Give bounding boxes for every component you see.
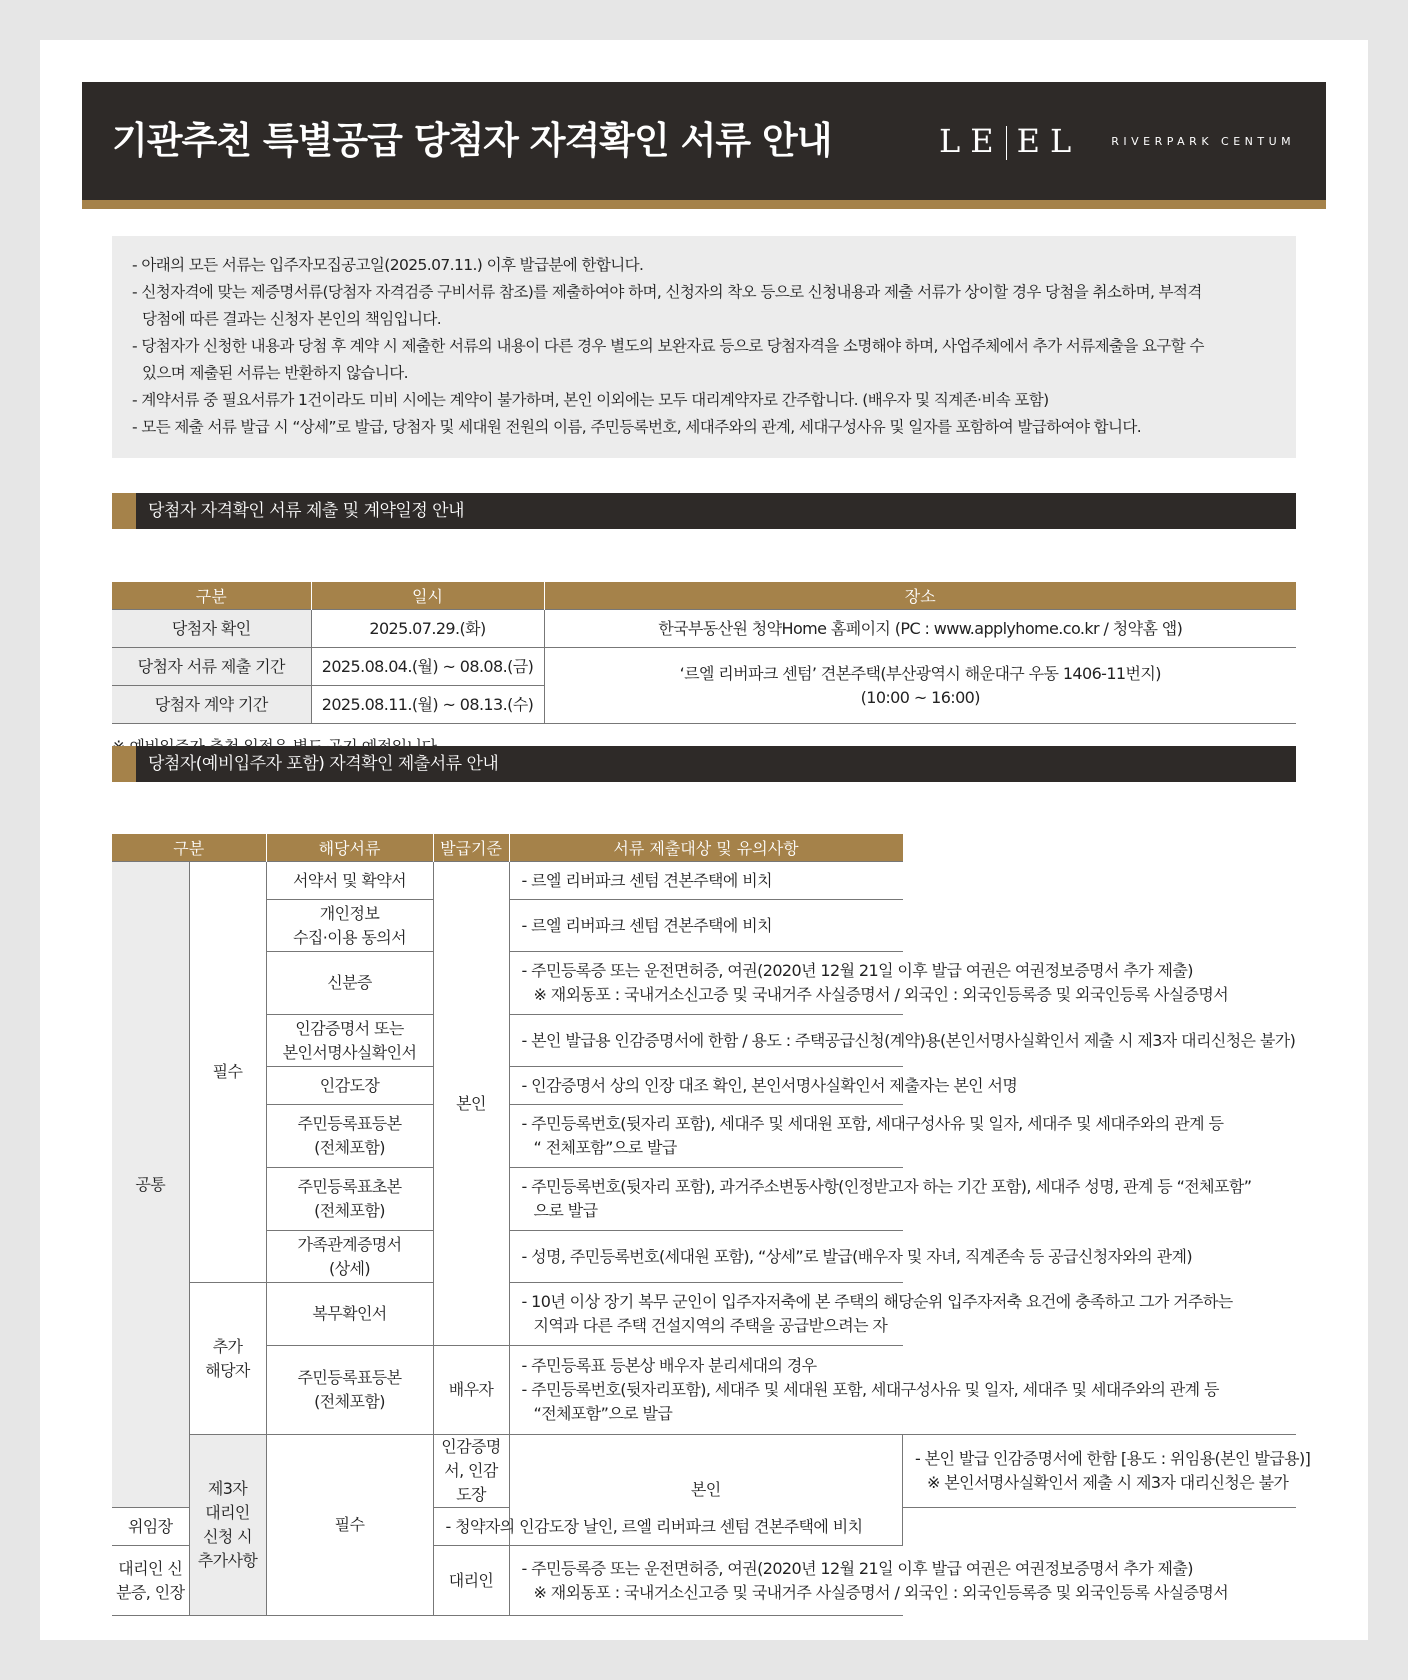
document-name xyxy=(266,900,433,952)
subcategory-required: 필수 xyxy=(189,862,266,1283)
notice-line: - 모든 제출 서류 발급 시 “상세”로 발급, 당첨자 및 세대원 전원의 이름, 주민등록번호, 세대주와의 관계, 세대구성사유 및 일자를 포함하여 발급하여야 합니다. xyxy=(132,418,1142,436)
document-line: 주민등록표등본 xyxy=(297,1368,402,1387)
schedule-table xyxy=(112,582,1296,724)
row-label: 당첨자 확인 xyxy=(112,610,311,648)
table-row xyxy=(112,1015,1296,1067)
logo-wordmark xyxy=(939,122,1081,161)
desc-line: 지역과 다른 주택 건설지역의 주택을 공급받으려는 자 xyxy=(533,1316,888,1335)
logo-subtitle: RIVERPARK CENTUM xyxy=(1111,134,1296,148)
brand-logo xyxy=(939,82,1295,200)
row-date: 2025.08.11.(월) ~ 08.13.(수) xyxy=(311,686,544,724)
document-name xyxy=(266,1283,433,1346)
document-sheet xyxy=(40,40,1368,1640)
document-desc xyxy=(509,1105,1224,1168)
section-title: 당첨자 자격확인 서류 제출 및 계약일정 안내 xyxy=(148,501,465,521)
column-header: 발급기준 xyxy=(433,834,509,862)
document-desc xyxy=(509,862,902,900)
table-row xyxy=(112,1168,1296,1231)
document-desc xyxy=(509,1283,1233,1346)
document-line: (전체포함) xyxy=(314,1138,385,1157)
notice-line: 있으며 제출된 서류는 반환하지 않습니다. xyxy=(142,364,408,382)
document-desc xyxy=(509,1231,1192,1283)
row-label: 당첨자 서류 제출 기간 xyxy=(112,648,311,686)
desc-line: - 성명, 주민등록번호(세대원 포함), “상세”로 발급(배우자 및 자녀, 직계존속 등 공급신청자와의 관계) xyxy=(521,1246,1192,1266)
document-name xyxy=(266,1346,433,1435)
table-row xyxy=(112,1346,1296,1435)
document-name xyxy=(112,1546,189,1616)
table-row xyxy=(112,648,1296,686)
table-row xyxy=(112,1231,1296,1283)
subcategory-required: 필수 xyxy=(266,1435,433,1616)
document-line: 주민등록표등본 xyxy=(297,1114,402,1133)
desc-line: - 주민등록번호(뒷자리 포함), 과거주소변동사항(인정받고자 하는 기간 포함), 세대주 성명, 관계 등 “전체포함” xyxy=(521,1177,1252,1196)
document-desc xyxy=(433,1508,863,1546)
desc-line: - 주민등록번호(뒷자리 포함), 세대주 및 세대원 포함, 세대구성사유 및 일자, 세대주 및 세대주와의 관계 등 xyxy=(521,1114,1224,1133)
place-address: ‘르엘 리버파크 센텀’ 견본주택(부산광역시 해운대구 우동 1406-11번지) xyxy=(679,663,1161,683)
document-line: 인감증명서, 인감도장 xyxy=(441,1437,501,1504)
table-row xyxy=(112,610,1296,648)
desc-line: ※ 재외동포 : 국내거소신고증 및 국내거주 사실증명서 / 외국인 : 외국인등록증 및 외국인등록 사실증명서 xyxy=(533,985,1229,1004)
document-line: (상세) xyxy=(329,1258,371,1278)
notice-line: - 아래의 모든 서류는 입주자모집공고일(2025.07.11.) 이후 발급분에 한합니다. xyxy=(132,256,644,274)
category-third-party xyxy=(189,1435,266,1616)
document-name xyxy=(112,1508,189,1546)
category-common: 공통 xyxy=(112,862,189,1508)
desc-line: 으로 발급 xyxy=(533,1201,598,1220)
row-date: 2025.07.29.(화) xyxy=(311,610,544,648)
notice-box xyxy=(112,236,1296,458)
document-desc xyxy=(509,1067,1018,1105)
notice-line: - 계약서류 중 필요서류가 1건이라도 미비 시에는 계약이 불가하며, 본인 이외에는 모두 대리계약자로 간주합니다. (배우자 및 직계존·비속 포함) xyxy=(132,391,1049,409)
document-name xyxy=(266,862,433,900)
desc-line: - 주민등록표 등본상 배우자 분리세대의 경우 xyxy=(521,1356,817,1375)
notice-line: - 신청자격에 맞는 제증명서류(당첨자 자격검증 구비서류 참조)를 제출하여야 하며, 신청자의 착오 등으로 신청내용과 제출 서류가 상이할 경우 당첨을 취소하며, 부적격 xyxy=(132,283,1202,301)
document-line: 주민등록표초본 xyxy=(297,1177,402,1196)
table-row xyxy=(112,952,1296,1015)
category-line: 제3자 xyxy=(207,1479,248,1498)
document-line: 인감증명서 또는 xyxy=(295,1018,404,1038)
page-title: 기관추천 특별공급 당첨자 자격확인 서류 안내 xyxy=(112,119,832,162)
desc-line: - 10년 이상 장기 복무 군인이 입주자저축에 본 주택의 해당순위 입주자저축 요건에 충족하고 그가 거주하는 xyxy=(521,1292,1233,1311)
issuer-agent: 대리인 xyxy=(433,1546,509,1616)
document-name xyxy=(266,1067,433,1105)
category-line: 추가사항 xyxy=(197,1551,258,1570)
table-row xyxy=(112,1435,1296,1508)
desc-line: - 본인 발급 인감증명서에 한함 [용도 : 위임용(본인 발급용)] xyxy=(915,1449,1311,1468)
document-name xyxy=(266,1105,433,1168)
logo-left: LE xyxy=(939,121,1004,160)
issuer-self: 본인 xyxy=(509,1435,902,1546)
notice-line: - 당첨자가 신청한 내용과 당첨 후 계약 시 제출한 서류의 내용이 다른 경우 별도의 보완자료 등으로 당첨자격을 소명해야 하며, 사업주체에서 추가 서류제출을 요구할 수 xyxy=(132,337,1204,355)
desc-line: - 르엘 리버파크 센텀 견본주택에 비치 xyxy=(521,870,772,890)
section-heading-accent xyxy=(112,746,136,782)
documents-table xyxy=(112,834,1311,1616)
section-title: 당첨자(예비입주자 포함) 자격확인 제출서류 안내 xyxy=(148,754,499,774)
logo-right: EL xyxy=(1016,121,1082,160)
desc-line: “ 전체포함”으로 발급 xyxy=(533,1138,677,1157)
document-name xyxy=(266,1168,433,1231)
column-header: 장소 xyxy=(544,582,1296,610)
column-header: 일시 xyxy=(311,582,544,610)
desc-line: - 르엘 리버파크 센텀 견본주택에 비치 xyxy=(521,915,772,935)
document-line: 신분증 xyxy=(327,973,372,992)
desc-line: - 주민등록번호(뒷자리포함), 세대주 및 세대원 포함, 세대구성사유 및 일자, 세대주 및 세대주와의 관계 등 xyxy=(521,1380,1219,1399)
issuer-spouse: 배우자 xyxy=(433,1346,509,1435)
subcategory-line: 추가 xyxy=(212,1336,243,1356)
document-name xyxy=(266,1015,433,1067)
table-header-row xyxy=(112,834,1296,862)
table-row xyxy=(112,1105,1296,1168)
row-place xyxy=(544,648,1296,724)
document-name xyxy=(433,1435,509,1508)
subcategory-line: 해당자 xyxy=(205,1360,250,1380)
document-desc xyxy=(903,1435,1311,1508)
desc-line: - 청약자의 인감도장 날인, 르엘 리버파크 센텀 견본주택에 비치 xyxy=(445,1516,863,1536)
document-line: 복무확인서 xyxy=(312,1304,387,1323)
table-row xyxy=(112,1067,1296,1105)
document-line: 인감도장 xyxy=(319,1075,380,1095)
desc-line: - 인감증명서 상의 인장 대조 확인, 본인서명사실확인서 제출자는 본인 서명 xyxy=(521,1075,1018,1095)
page-header xyxy=(82,82,1326,209)
document-name xyxy=(266,952,433,1015)
desc-line: - 본인 발급용 인감증명서에 한함 / 용도 : 주택공급신청(계약)용(본인서명사실확인서 제출 시 제3자 대리신청은 불가) xyxy=(521,1030,1296,1050)
document-line: 대리인 신분증, 인장 xyxy=(116,1558,185,1602)
document-desc xyxy=(509,1015,1296,1067)
document-name xyxy=(266,1231,433,1283)
section-heading-accent xyxy=(112,493,136,529)
column-header: 구분 xyxy=(112,582,311,610)
row-place: 한국부동산원 청약Home 홈페이지 (PC : www.applyhome.co.kr / 청약홈 앱) xyxy=(544,610,1296,648)
column-header: 해당서류 xyxy=(266,834,433,862)
desc-line: - 주민등록증 또는 운전면허증, 여권(2020년 12월 21일 이후 발급 여권은 여권정보증명서 추가 제출) xyxy=(521,1558,1193,1578)
document-line: (전체포함) xyxy=(314,1201,385,1220)
document-line: (전체포함) xyxy=(314,1392,385,1411)
column-header: 서류 제출대상 및 유의사항 xyxy=(509,834,902,862)
table-header-row xyxy=(112,582,1296,610)
row-date: 2025.08.04.(월) ~ 08.08.(금) xyxy=(311,648,544,686)
document-desc xyxy=(509,1346,1219,1435)
desc-line: - 주민등록증 또는 운전면허증, 여권(2020년 12월 21일 이후 발급 여권은 여권정보증명서 추가 제출) xyxy=(521,961,1193,980)
desc-line: ※ 본인서명사실확인서 제출 시 제3자 대리신청은 불가 xyxy=(927,1473,1289,1492)
category-line: 대리인 xyxy=(205,1503,250,1522)
table-row xyxy=(112,862,1296,900)
notice-line: 당첨에 따른 결과는 신청자 본인의 책임입니다. xyxy=(142,310,442,328)
document-desc xyxy=(509,952,1229,1015)
row-label: 당첨자 계약 기간 xyxy=(112,686,311,724)
logo-divider xyxy=(1006,126,1007,160)
place-hours: (10:00 ~ 16:00) xyxy=(860,687,980,707)
document-desc xyxy=(509,1168,1252,1231)
section-heading-schedule xyxy=(112,493,1296,529)
document-line: 본인서명사실확인서 xyxy=(282,1042,417,1062)
table-row xyxy=(112,1283,1296,1346)
category-line: 신청 시 xyxy=(202,1527,253,1546)
desc-line: “전체포함”으로 발급 xyxy=(533,1404,673,1423)
document-line: 개인정보 xyxy=(319,903,380,923)
document-line: 위임장 xyxy=(127,1516,173,1536)
document-desc xyxy=(509,1546,1229,1616)
column-header: 구분 xyxy=(112,834,266,862)
table-row xyxy=(112,900,1296,952)
document-line: 서약서 및 확약서 xyxy=(293,870,406,890)
document-desc xyxy=(509,900,902,952)
subcategory-extra xyxy=(189,1283,266,1435)
section-heading-documents xyxy=(112,746,1296,782)
document-line: 수집·이용 동의서 xyxy=(293,927,406,947)
desc-line: ※ 재외동포 : 국내거소신고증 및 국내거주 사실증명서 / 외국인 : 외국인등록증 및 외국인등록 사실증명서 xyxy=(533,1582,1229,1602)
issuer-self: 본인 xyxy=(433,862,509,1346)
document-line: 가족관계증명서 xyxy=(297,1234,402,1254)
